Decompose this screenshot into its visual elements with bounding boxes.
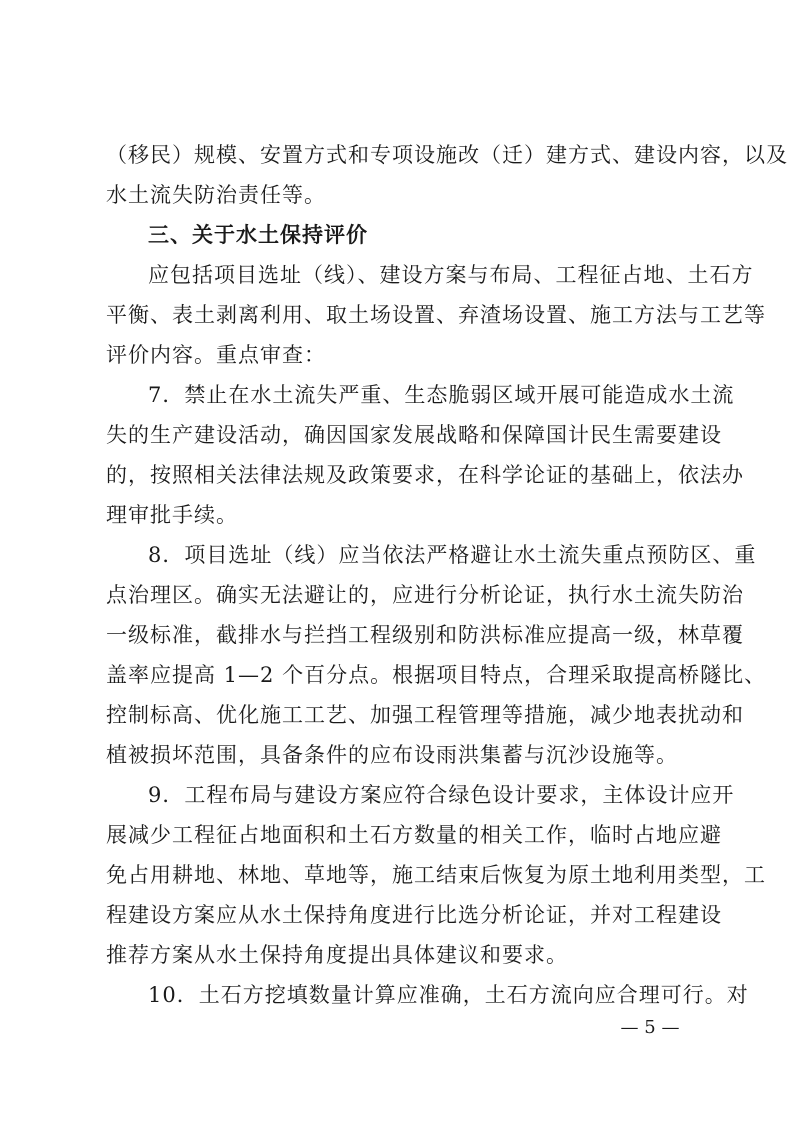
- text-line: 推荐方案从水土保持角度提出具体建议和要求。: [106, 943, 568, 967]
- text-line: 平衡、表土剥离利用、取土场设置、弃渣场设置、施工方法与工艺等: [106, 303, 766, 327]
- text-line: 程建设方案应从水土保持角度进行比选分析论证，并对工程建设: [106, 903, 722, 927]
- page-number: — 5 —: [620, 1017, 680, 1038]
- text-line: 点治理区。确实无法避让的，应进行分析论证，执行水土流失防治: [106, 583, 744, 607]
- text-line: 7．禁止在水土流失严重、生态脆弱区域开展可能造成水土流: [148, 383, 735, 407]
- text-line: 植被损坏范围，具备条件的应布设雨洪集蓄与沉沙设施等。: [106, 743, 678, 767]
- text-line: 9．工程布局与建设方案应符合绿色设计要求，主体设计应开: [148, 783, 735, 807]
- text-line: 8．项目选址（线）应当依法严格避让水土流失重点预防区、重: [148, 543, 757, 567]
- text-line: 失的生产建设活动，确因国家发展战略和保障国计民生需要建设: [106, 423, 722, 447]
- text-line: 控制标高、优化施工工艺、加强工程管理等措施，减少地表扰动和: [106, 703, 744, 727]
- text-line: 一级标准，截排水与拦挡工程级别和防洪标准应提高一级，林草覆: [106, 623, 744, 647]
- text-line: 盖率应提高 1—2 个百分点。根据项目特点，合理采取提高桥隧比、: [106, 663, 767, 687]
- text-line: 的，按照相关法律法规及政策要求，在科学论证的基础上，依法办: [106, 463, 744, 487]
- text-line: 10．土石方挖填数量计算应准确，土石方流向应合理可行。对: [148, 983, 749, 1007]
- text-line: 应包括项目选址（线）、建设方案与布局、工程征占地、土石方: [148, 263, 754, 287]
- text-line: 免占用耕地、林地、草地等，施工结束后恢复为原土地利用类型，工: [106, 863, 766, 887]
- text-line: （移民）规模、安置方式和专项设施改（迁）建方式、建设内容，以及: [106, 143, 788, 167]
- text-line: 评价内容。重点审查：: [106, 343, 326, 367]
- text-line: 水土流失防治责任等。: [106, 183, 326, 207]
- text-line: 展减少工程征占地面积和土石方数量的相关工作，临时占地应避: [106, 823, 722, 847]
- section-heading: 三、关于水土保持评价: [148, 223, 368, 247]
- text-line: 理审批手续。: [106, 503, 238, 527]
